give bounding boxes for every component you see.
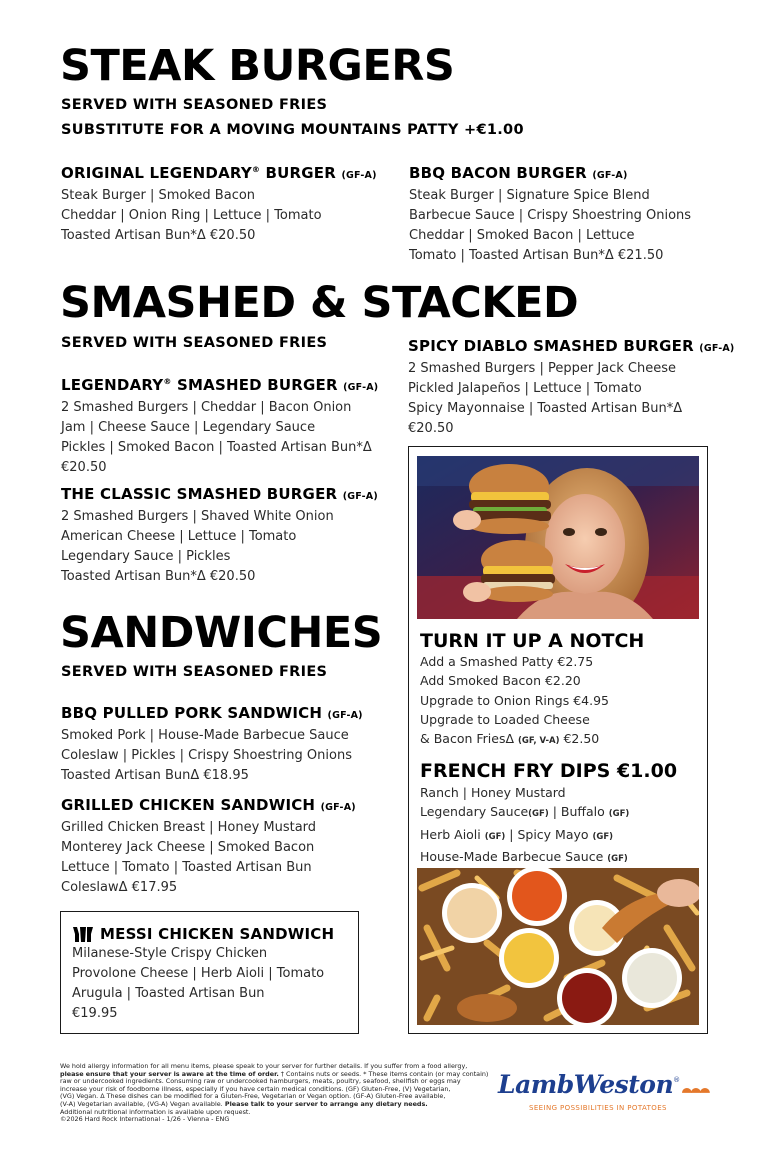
section-subtitle: SERVED WITH SEASONED FRIES [61, 97, 328, 113]
messi-logo-icon [72, 925, 94, 943]
allergy-disclaimer: We hold allergy information for all menu items, please speak to your server for further details. If you suffer from a food allergy, please ensure that your server is aware at the time of order. † Contains nuts or seeds. * These items contain (or may contain) raw or undercooked ingredients. Consuming raw or undercooked hamburgers, meats, poultry, seafood, shellfish or eggs may increase your risk of foodborne illness, especially if you have certain medical conditions. (GF) Gluten-Free, (V) Vegetarian, (VG) Vegan. Δ These dishes can be modified for a Gluten-Free, Vegetarian or Vegan option. (GF-A) Gluten-Free available, (V-A) Vegetarian available, (VG-A) Vegan available. Please talk to your server to arrange any dietary needs. Additional nutritional information is available upon request. ©2026 Hard Rock International - 1/26 - Vienna - ENG [60, 1062, 489, 1124]
addon-onion-rings: Upgrade to Onion Rings €4.95 [420, 692, 610, 708]
menu-item-messi-chicken-sandwich [72, 924, 334, 1024]
item-description: Grilled Chicken Breast | Honey Mustard Monterey Jack Cheese | Smoked Bacon Lettuce | Tomato | Toasted Artisan Bun ColeslawΔ €17.95 [61, 820, 317, 895]
item-title: BBQ PULLED PORK SANDWICH (GF-A) [61, 704, 363, 722]
brand-wordmark: LambWeston [498, 1070, 674, 1099]
addon-smashed-patty: Add a Smashed Patty €2.75 [420, 654, 594, 669]
brand-mark: ® [673, 1076, 681, 1084]
lamb-weston-logo [498, 1070, 710, 1116]
dip-line: Legendary Sauce(GF) | Buffalo (GF) [420, 804, 630, 820]
dips-title: FRENCH FRY DIPS €1.00 [420, 760, 678, 782]
dip-line: House-Made Barbecue Sauce (GF) [420, 848, 628, 864]
section-title-smashed-stacked: SMASHED & STACKED [60, 278, 579, 328]
item-description: 2 Smashed Burgers | Pepper Jack Cheese Pickled Jalapeños | Lettuce | Tomato Spicy Mayonnaise | Toasted Artisan Bun*Δ €20.50 [408, 361, 683, 436]
addon-bacon-fries: & Bacon FriesΔ (GF, V-A) €2.50 [420, 731, 600, 747]
item-description: 2 Smashed Burgers | Cheddar | Bacon Onion Jam | Cheese Sauce | Legendary Sauce Pickles | Smoked Bacon | Toasted Artisan Bun*Δ €20.50 [61, 400, 372, 475]
item-description: 2 Smashed Burgers | Shaved White Onion American Cheese | Lettuce | Tomato Legendary Sauce | Pickles Toasted Artisan Bun*Δ €20.50 [61, 509, 334, 584]
section-title-steak-burgers: STEAK BURGERS [60, 41, 455, 91]
photo-woman-with-burgers [417, 456, 699, 619]
item-title: ORIGINAL LEGENDARY® BURGER (GF-A) [61, 164, 377, 182]
messi-sandwich-box [60, 911, 359, 1034]
promo-title: TURN IT UP A NOTCH [420, 630, 645, 652]
menu-item-spicy-diablo-smashed-burger [408, 336, 734, 439]
menu-item-bbq-bacon-burger [409, 163, 691, 266]
menu-item-classic-smashed-burger [61, 484, 378, 587]
item-title: THE CLASSIC SMASHED BURGER (GF-A) [61, 485, 378, 503]
photo-fries-and-dips [417, 868, 699, 1025]
dips-list [420, 783, 629, 869]
promo-addons-list [420, 652, 609, 751]
dip-line: Herb Aioli (GF) | Spicy Mayo (GF) [420, 826, 614, 842]
menu-item-original-legendary-burger [61, 163, 377, 246]
section-title-sandwiches: SANDWICHES [60, 608, 383, 658]
dip-line: Ranch | Honey Mustard [420, 785, 566, 800]
item-description: Milanese-Style Crispy Chicken Provolone Cheese | Herb Aioli | Tomato Arugula | Toasted Artisan Bun €19.95 [72, 946, 325, 1021]
item-description: Steak Burger | Smoked Bacon Cheddar | Onion Ring | Lettuce | Tomato Toasted Artisan Bun*Δ €20.50 [61, 188, 322, 243]
item-title: BBQ BACON BURGER (GF-A) [409, 164, 628, 182]
item-title: SPICY DIABLO SMASHED BURGER (GF-A) [408, 337, 735, 355]
item-description: Smoked Pork | House-Made Barbecue Sauce Coleslaw | Pickles | Crispy Shoestring Onions Toasted Artisan BunΔ €18.95 [61, 728, 352, 783]
brand-tagline: SEEING POSSIBILITIES IN POTATOES [529, 1104, 667, 1112]
menu-item-bbq-pulled-pork-sandwich [61, 703, 363, 786]
section-subtitle: SERVED WITH SEASONED FRIES [61, 664, 328, 680]
addon-smoked-bacon: Add Smoked Bacon €2.20 [420, 673, 581, 689]
item-title: LEGENDARY® SMASHED BURGER (GF-A) [61, 376, 379, 394]
brand-dots-icon [682, 1081, 710, 1095]
section-subtitle: SERVED WITH SEASONED FRIES [61, 335, 328, 351]
menu-item-grilled-chicken-sandwich [61, 795, 356, 898]
addon-loaded-cheese: Upgrade to Loaded Cheese [420, 711, 590, 727]
fries-photo-illustration [417, 868, 699, 1025]
burger-photo-illustration [417, 456, 699, 619]
promo-box [408, 446, 708, 1034]
item-description: Steak Burger | Signature Spice Blend Barbecue Sauce | Crispy Shoestring Onions Cheddar | Smoked Bacon | Lettuce Tomato | Toasted Artisan Bun*Δ €21.50 [409, 188, 692, 263]
item-title: GRILLED CHICKEN SANDWICH (GF-A) [61, 796, 356, 814]
section-substitute-note: SUBSTITUTE FOR A MOVING MOUNTAINS PATTY +€1.00 [61, 122, 524, 138]
menu-item-legendary-smashed-burger [61, 375, 378, 478]
item-title: MESSI CHICKEN SANDWICH [72, 924, 334, 944]
